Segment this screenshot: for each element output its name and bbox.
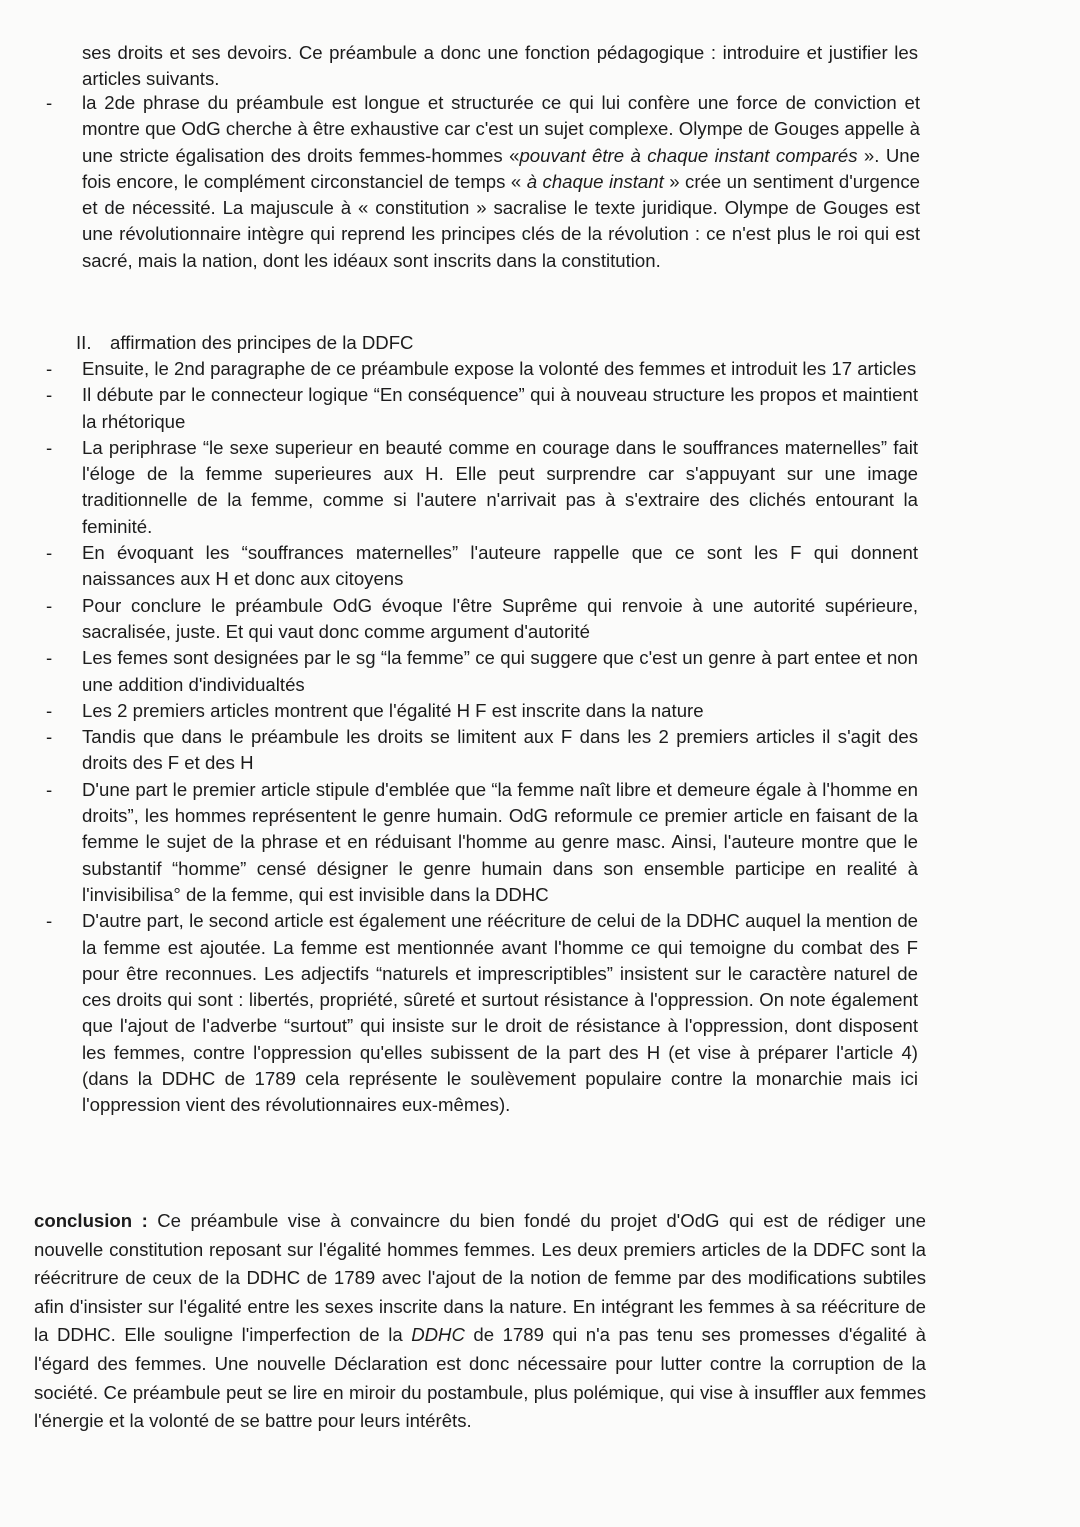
conclusion-label: conclusion : (34, 1210, 148, 1231)
list-item: - D'une part le premier article stipule d'emblée que “la femme naît libre et demeure égale à l'homme en droits”, les hommes représentent le genre humain. OdG reformule ce premier article en faisant de la femme le sujet de la phrase et en réduisant l'homme au genre masc. Ainsi, l'auteure montre que le substantif “homme” censé désigner le genre humain dans son ensemble participe en realité à l'invisibilisa° de la femme, qui est invisible dans la DDHC (82, 777, 918, 908)
text-run: Ce préambule vise à convaincre du bien fondé du projet d'OdG qui est de rédiger une nouvelle constitution reposant sur l'égalité hommes femmes. Les deux premiers articles de la DDFC sont la réécritrure de ceux de la DDHC de 1789 avec l'ajout de la notion de femme par des modifications subtiles afin d'insister sur l'égalité entre les sexes inscrite dans la nature. En intégrant les femmes à sa réécriture de la DDHC. Elle souligne l'imperfection de la (34, 1210, 926, 1346)
section-1-list (82, 90, 920, 274)
section-number: II. (76, 332, 92, 353)
list-item: - D'autre part, le second article est également une réécriture de celui de la DDHC auquel la mention de la femme est ajoutée. La femme est mentionnée avant l'homme ce qui temoigne du combat des F pour être reconnues. Les adjectifs “naturels et imprescriptibles” insistent sur le caractère naturel de ces droits qui sont : libertés, propriété, sûreté et surtout résistance à l'oppression. On note également que l'ajout de l'adverbe “surtout” qui insiste sur le droit de résistance à l'oppression, dont disposent les femmes, contre l'oppression qu'elles subissent de la part des H (et vise à préparer l'article 4) (dans la DDHC de 1789 cela représente le soulèvement populaire contre la monarchie mais ici l'oppression vient des révolutionnaires eux-mêmes). (82, 908, 918, 1118)
text-run: » crée un sentiment d'urgence et de nécessité. La majuscule à « constitution » sacralise le texte juridique. Olympe de Gouges est une révolutionnaire intègre qui reprend les principes clés de la révolution : ce n'est plus le roi qui est sacré, mais la nation, dont les idéaux sont inscrits dans la constitution. (82, 170, 920, 271)
italic-quote: à chaque instant (526, 170, 664, 192)
conclusion-paragraph (34, 1207, 926, 1436)
list-item: - Les femes sont designées par le sg “la femme” ce qui suggere que c'est un genre à part entee et non une addition d'individualtés (82, 645, 918, 698)
list-item: - Tandis que dans le préambule les droits se limitent aux F dans les 2 premiers articles il s'agit des droits des F et des H (82, 724, 918, 777)
intro-paragraph (82, 40, 918, 93)
section-title: affirmation des principes de la DDFC (110, 332, 414, 353)
intro-text: ses droits et ses devoirs. Ce préambule a donc une fonction pédagogique : introduire et justifier les articles suivants. (82, 42, 918, 90)
italic-quote: pouvant être à chaque instant comparés (519, 144, 858, 166)
list-item: - La periphrase “le sexe superieur en beauté comme en courage dans le souffrances maternelles” fait l'éloge de la femme superieures aux H. Elle peut surprendre car s'appuyant sur une image traditionnelle de la femme, comme si l'autere n'arrivait pas à s'extraire des clichés entourant la feminité. (82, 435, 918, 540)
section-2-list (82, 356, 918, 1119)
text-run: de 1789 qui n'a pas tenu ses promesses d'égalité à l'égard des femmes. Une nouvelle Déclaration est donc nécessaire pour lutter contre la corruption de la société. Ce préambule peut se lire en miroir du postambule, plus polémique, qui vise à insuffler aux femmes l'énergie et la volonté de se battre pour leurs intérêts. (34, 1324, 926, 1432)
list-item: - Il débute par le connecteur logique “En conséquence” qui à nouveau structure les propos et maintient la rhétorique (82, 382, 918, 435)
list-item (82, 90, 920, 274)
list-item: - Les 2 premiers articles montrent que l'égalité H F est inscrite dans la nature (82, 698, 918, 724)
italic-term: DDHC (411, 1324, 465, 1346)
list-item: - Ensuite, le 2nd paragraphe de ce préambule expose la volonté des femmes et introduit les 17 articles (82, 356, 918, 382)
text-run: ». Une fois encore, le complément circonstanciel de temps « (82, 144, 920, 192)
list-item: - Pour conclure le préambule OdG évoque l'être Suprême qui renvoie à une autorité supérieure, sacralisée, juste. Et qui vaut donc comme argument d'autorité (82, 593, 918, 646)
list-item: - En évoquant les “souffrances maternelles” l'auteure rappelle que ce sont les F qui donnent naissances aux H et donc aux citoyens (82, 540, 918, 593)
text-run: la 2de phrase du préambule est longue et structurée ce qui lui confère une force de conviction et montre que OdG cherche à être exhaustive car c'est un sujet complexe. Olympe de Gouges appelle à une stricte égalisation des droits femmes-hommes « (82, 92, 920, 166)
